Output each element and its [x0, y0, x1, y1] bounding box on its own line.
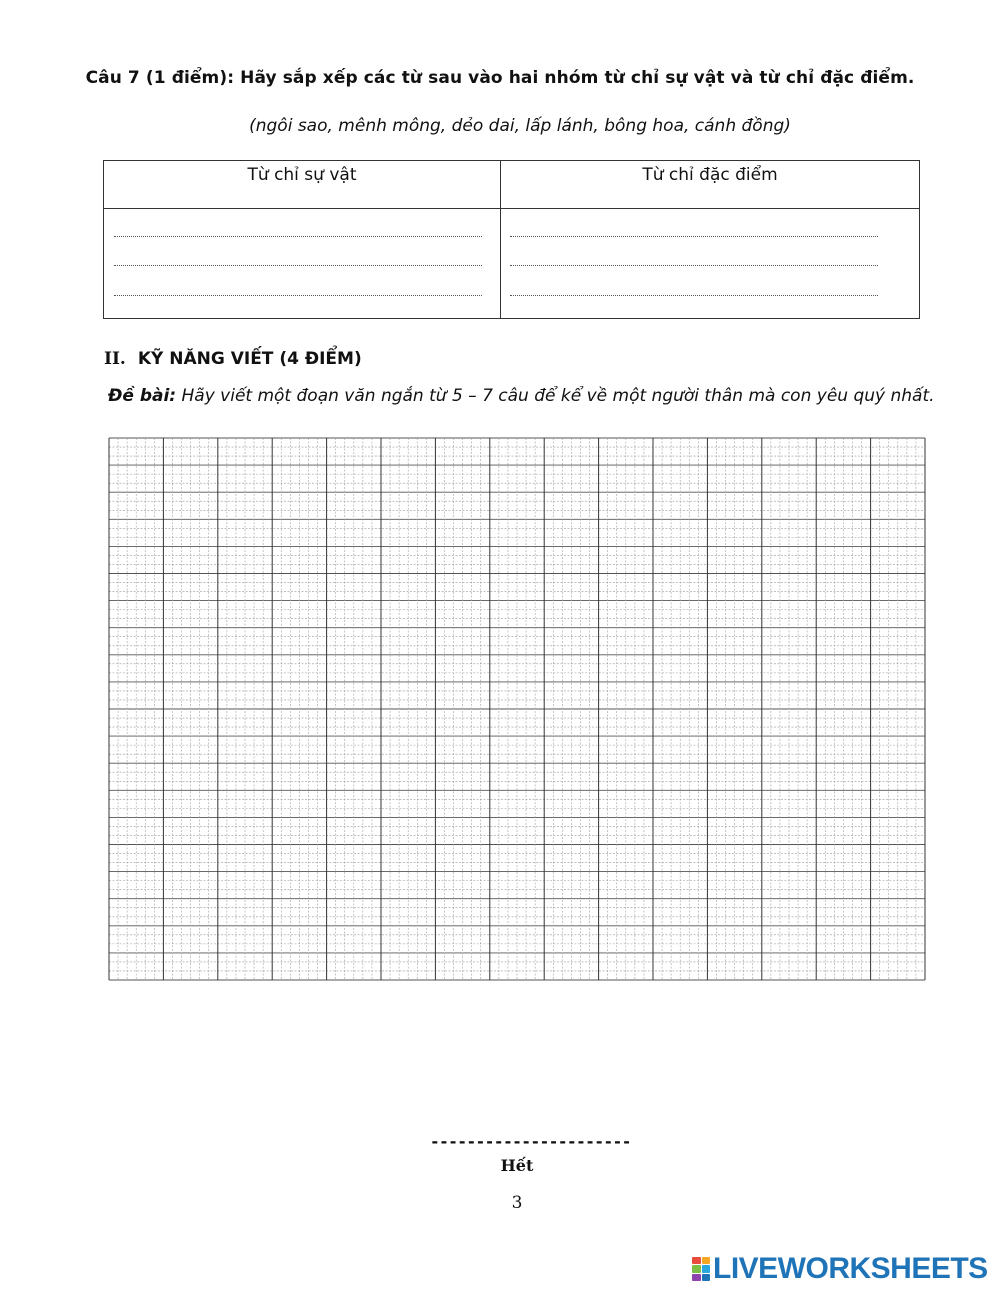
word-list: (ngôi sao, mênh mông, dẻo dai, lấp lánh, bông hoa, cánh đồng)	[249, 116, 791, 136]
header-things: Từ chỉ sự vật	[104, 161, 501, 209]
prompt-label: Đề bài:	[108, 386, 177, 406]
answer-line	[510, 236, 878, 237]
end-label: Hết	[500, 1156, 534, 1175]
section-number: II.	[104, 349, 126, 369]
answer-line	[114, 236, 482, 237]
answer-line	[510, 295, 878, 296]
answer-line	[510, 265, 878, 266]
end-dashes: ----------------------	[430, 1132, 631, 1151]
answer-cell-characteristics[interactable]	[501, 209, 920, 319]
logo-text: LIVEWORKSHEETS	[713, 1252, 988, 1285]
prompt-text: Hãy viết một đoạn văn ngắn từ 5 – 7 câu để kể về một người thân mà con yêu quý nhất.	[176, 386, 935, 406]
section-heading	[104, 349, 362, 369]
answer-cell-things[interactable]	[104, 209, 501, 319]
logo-square	[702, 1274, 711, 1281]
logo-square	[692, 1274, 701, 1281]
header-characteristics: Từ chỉ đặc điểm	[501, 161, 920, 209]
section-title: KỸ NĂNG VIẾT (4 ĐIỂM)	[137, 349, 362, 369]
logo-square	[702, 1265, 711, 1272]
answer-line	[114, 265, 482, 266]
answer-line	[114, 295, 482, 296]
question-title: Câu 7 (1 điểm): Hãy sắp xếp các từ sau vào hai nhóm từ chỉ sự vật và từ chỉ đặc điểm.	[85, 68, 915, 88]
sorting-table	[103, 160, 920, 319]
writing-prompt	[108, 386, 935, 406]
logo-square	[692, 1257, 701, 1264]
writing-grid[interactable]	[108, 437, 926, 981]
liveworksheets-logo	[692, 1252, 988, 1286]
logo-square	[692, 1265, 701, 1272]
logo-icon	[692, 1257, 710, 1281]
page-number: 3	[511, 1193, 523, 1213]
logo-square	[702, 1257, 711, 1264]
